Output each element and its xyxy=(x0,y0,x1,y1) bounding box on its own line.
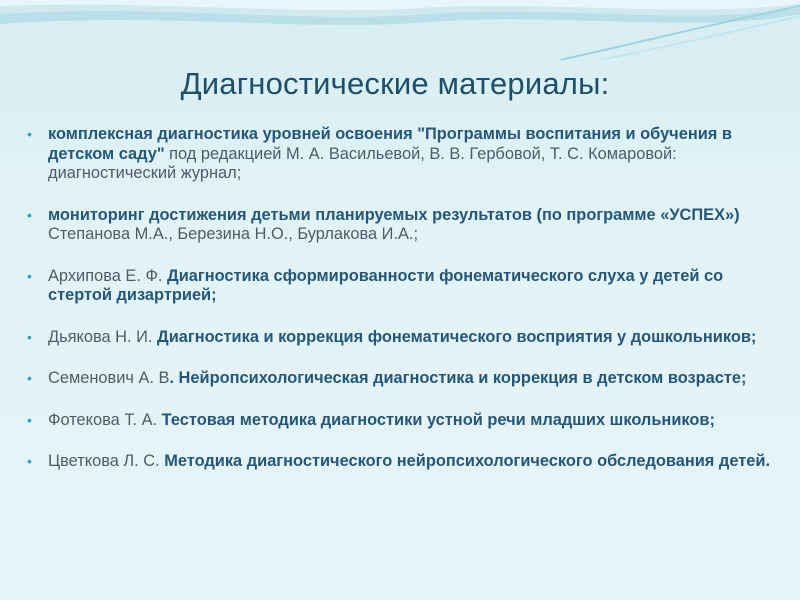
item-plain-text: Степанова М.А., Березина Н.О., Бурлакова И.А.; xyxy=(48,225,419,243)
list-item xyxy=(24,328,786,348)
materials-list xyxy=(24,125,786,494)
list-item xyxy=(24,411,786,431)
item-plain-text: под редакцией М. А. Васильевой, В. В. Гербовой, Т. С. Комаровой: диагностический журнал; xyxy=(48,144,677,182)
item-bold-text: мониторинг достижения детьми планируемых результатов (по программе «УСПЕХ») xyxy=(48,205,740,224)
bullet-icon: • xyxy=(27,370,32,386)
list-item xyxy=(24,267,786,306)
item-bold-text: комплексная диагностика уровней освоения "Программы воспитания и обучения в детском саду" xyxy=(48,125,732,163)
bullet-icon: • xyxy=(27,206,32,223)
item-bold-text: Диагностика и коррекция фонематического восприятия у дошкольников; xyxy=(157,327,757,346)
bullet-icon: • xyxy=(27,453,32,469)
bullet-icon: • xyxy=(27,328,32,345)
slide-title: Диагностические материалы: xyxy=(180,66,610,101)
item-author-text: Цветкова Л. С. xyxy=(48,452,165,470)
list-item xyxy=(24,369,786,389)
list-item xyxy=(24,206,786,245)
item-author-text: Архипова Е. Ф. xyxy=(48,266,168,285)
bullet-icon: • xyxy=(27,267,32,284)
item-bold-text: Диагностика сформированности фонематического слуха у детей со стертой дизартрией; xyxy=(48,266,724,304)
item-bold-text: Тестовая методика диагностики устной речи младших школьников; xyxy=(161,410,715,429)
item-bold-text: . Нейропсихологическая диагностика и коррекция в детском возрасте; xyxy=(169,369,747,387)
bullet-icon: • xyxy=(27,411,32,428)
item-author-text: Фотекова Т. А. xyxy=(48,410,162,429)
item-bold-text: Методика диагностического нейропсихологического обследования детей. xyxy=(164,452,771,470)
list-item xyxy=(24,452,786,472)
item-author-text: Дьякова Н. И. xyxy=(48,327,158,346)
decorative-waves xyxy=(0,0,800,60)
item-author-text: Семенович А. В xyxy=(48,369,170,387)
bullet-icon: • xyxy=(27,126,32,142)
list-item xyxy=(24,125,786,184)
